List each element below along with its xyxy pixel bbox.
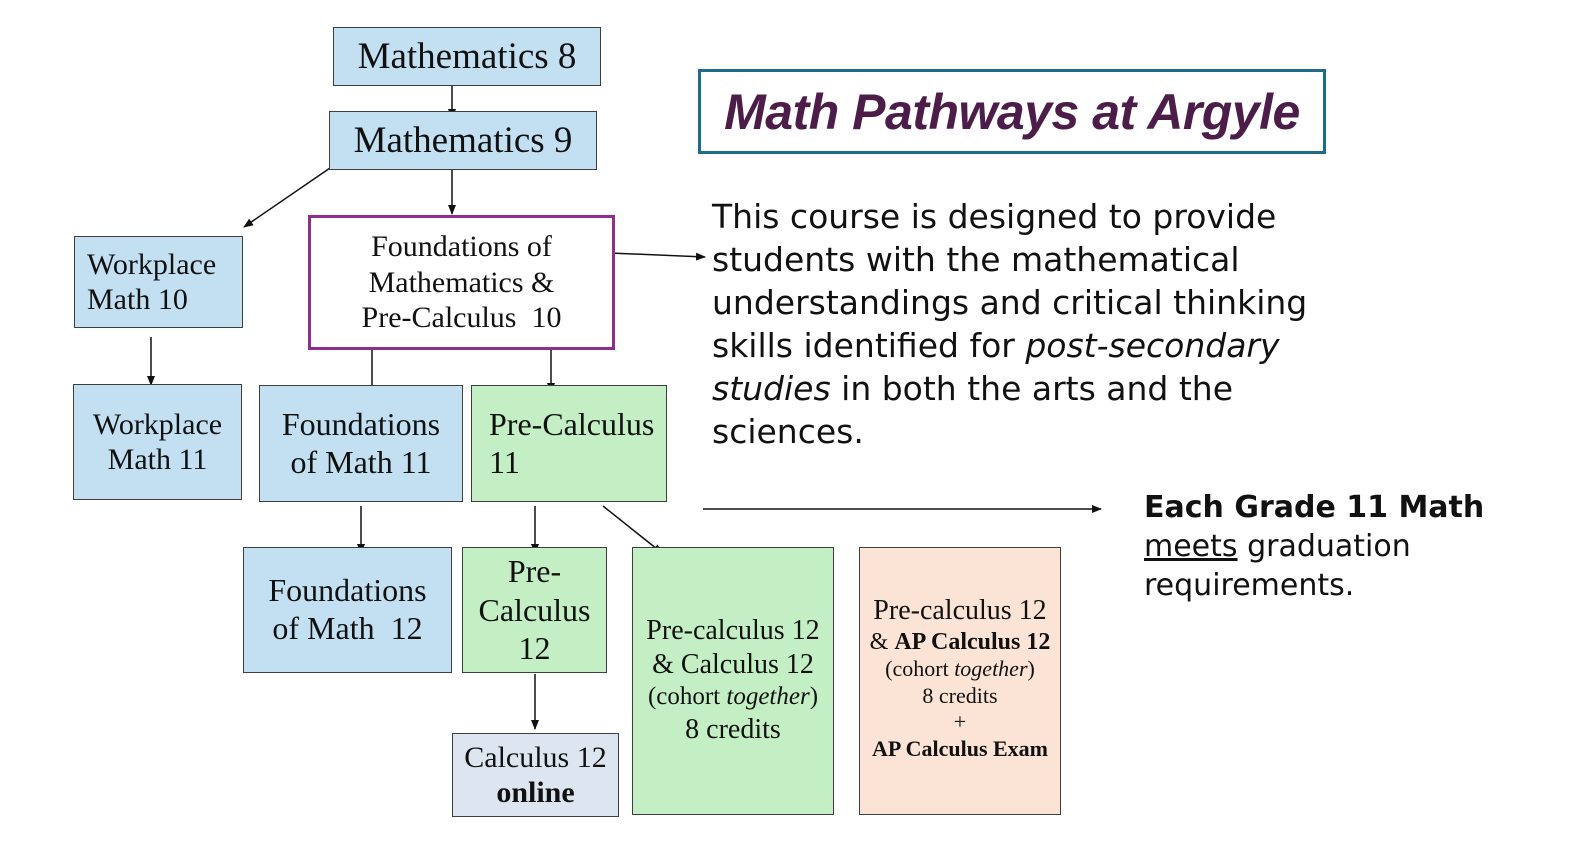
course-label: Mathematics 9: [353, 119, 573, 161]
course-label-line4: 8 credits: [685, 713, 781, 745]
course-label-line2: & AP Calculus 12: [869, 628, 1051, 655]
course-box-math9: [329, 111, 597, 170]
course-label-line2: Mathematics &: [368, 265, 555, 299]
course-label-line1: Calculus 12: [464, 740, 607, 774]
course-label-line6: AP Calculus Exam: [871, 735, 1049, 761]
course-label-line2: of Math 12: [272, 610, 423, 646]
course-box-fpc10: [308, 215, 615, 350]
grad-note-underlined: meets: [1144, 529, 1238, 564]
course-box-ap-cohort: [859, 547, 1061, 815]
course-box-precalc11: [471, 385, 667, 502]
title-box: [698, 69, 1326, 154]
course-label: Mathematics 8: [357, 35, 577, 77]
course-label-line2: Math 10: [87, 283, 188, 316]
course-label-line1: Pre-: [507, 553, 562, 590]
course-box-foundations12: [243, 547, 452, 673]
arrow-precalc11-to-cohort: [603, 506, 662, 553]
course-label-line1: Workplace: [92, 407, 223, 441]
grad-note-rest: graduation requirements.: [1144, 529, 1411, 603]
course-box-calc12-online: [452, 733, 619, 817]
graduation-note: [1144, 488, 1564, 605]
course-box-precalc12: [462, 547, 607, 673]
page-title: Math Pathways at Argyle: [724, 83, 1300, 140]
course-label-line2: online: [496, 776, 575, 809]
course-label-line1: Workplace: [87, 247, 217, 281]
course-box-precalc-calc-cohort: [632, 547, 834, 815]
course-label-line2: of Math 11: [290, 443, 432, 480]
course-label-line3: (cohort together): [647, 683, 819, 711]
description-emphasis: post-secondary studies: [712, 326, 1280, 408]
course-label-line2: Math 11: [107, 443, 208, 476]
course-label-line1: Foundations: [268, 572, 427, 609]
course-label-line3: (cohort together): [885, 656, 1035, 682]
course-box-workplace11: [73, 384, 242, 500]
course-label-line4: 8 credits: [922, 682, 998, 708]
course-label-line3: 12: [518, 630, 551, 667]
course-label-line2: & Calculus 12: [652, 649, 814, 681]
course-label-line1: Pre-Calculus: [489, 405, 655, 442]
course-box-workplace10: [74, 236, 243, 328]
course-label-line2: 11: [489, 443, 520, 480]
course-label-line1: Pre-calculus 12: [646, 615, 820, 646]
course-box-foundations11: [259, 385, 463, 502]
course-label-line1: Pre-calculus 12: [873, 595, 1047, 626]
description-part2: in both the arts and the sciences.: [712, 369, 1234, 451]
course-label-line5: +: [953, 709, 967, 735]
course-description: [712, 195, 1332, 453]
course-label-line1: Foundations: [281, 405, 441, 442]
course-label-line2: Calculus: [478, 591, 591, 628]
course-label-line3: Pre-Calculus 10: [361, 301, 562, 335]
grad-note-bold: Each Grade 11 Math: [1144, 490, 1485, 525]
course-box-math8: [333, 27, 601, 86]
course-label-line1: Foundations of: [371, 230, 552, 264]
description-part1: This course is designed to provide students with the mathematical understandings and critical thinking skills identified for: [712, 197, 1308, 365]
